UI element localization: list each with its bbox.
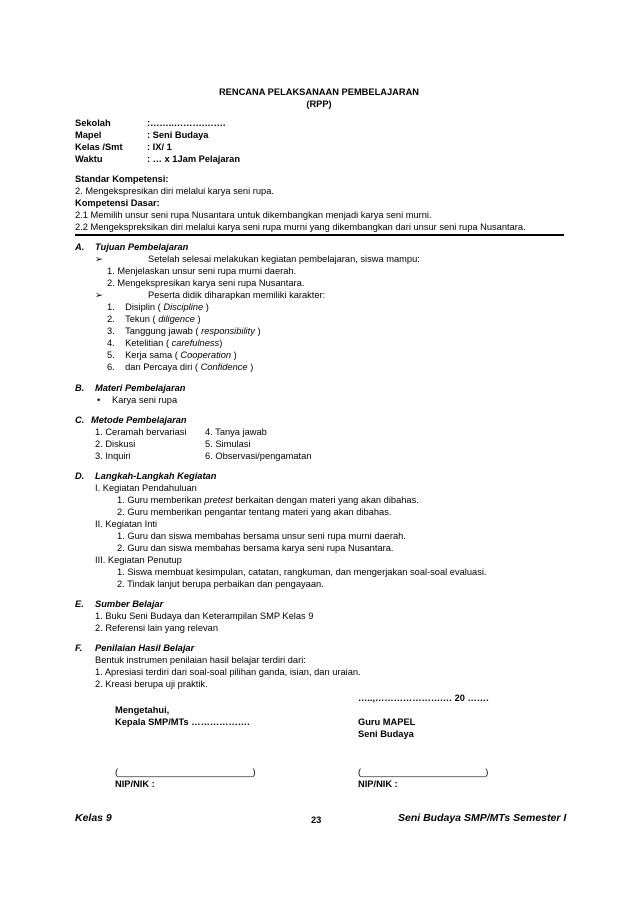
- section-e-letter: E.: [75, 599, 84, 609]
- footer-right: Seni Budaya SMP/MTs Semester I: [398, 812, 567, 824]
- info-value-waktu: : … x 1Jam Pelajaran: [147, 154, 241, 164]
- page-number: 23: [311, 815, 322, 825]
- info-label-kelas: Kelas /Smt: [75, 142, 123, 152]
- metode-item: 2. Diskusi: [95, 439, 136, 449]
- section-f-letter: F.: [75, 643, 83, 653]
- section-d-heading: Langkah-Langkah Kegiatan: [95, 471, 217, 481]
- karakter-item: 5. Kerja sama ( Cooperation ): [107, 350, 237, 360]
- karakter-item: 1. Disiplin ( Discipline ): [107, 302, 209, 312]
- kegiatan-stage: I. Kegiatan Pendahuluan: [95, 483, 197, 493]
- karakter-item: 2. Tekun ( diligence ): [107, 314, 201, 324]
- signature-mengetahui: Mengetahui,: [115, 705, 170, 715]
- standar-heading: Standar Kompetensi:: [75, 174, 169, 184]
- karakter-item: 3. Tanggung jawab ( responsibility ): [107, 326, 261, 336]
- section-a-list1-item: 2. Mengekspresikan karya seni rupa Nusantara.: [107, 278, 305, 288]
- penilaian-intro: Bentuk instrumen penilaian hasil belajar terdiri dari:: [95, 655, 306, 665]
- section-d-letter: D.: [75, 471, 85, 481]
- karakter-item: 4. Ketelitian ( carefulness): [107, 338, 223, 348]
- arrow-bullet-icon: ➢: [95, 290, 103, 300]
- kegiatan-step: 1. Guru memberikan pretest berkaitan dengan materi yang akan dibahas.: [117, 495, 419, 505]
- metode-item: 5. Simulasi: [205, 439, 251, 449]
- section-a-bullet-1: Setelah selesai melakukan kegiatan pembelajaran, siswa mampu:: [148, 254, 420, 264]
- document-title: RENCANA PELAKSANAAN PEMBELAJARAN: [218, 87, 420, 97]
- nip-right: NIP/NIK :: [358, 779, 398, 789]
- section-c-heading: Metode Pembelajaran: [91, 415, 187, 425]
- kegiatan-step: 1. Siswa membuat kesimpulan, catatan, rangkuman, dan mengerjakan soal-soal evaluasi.: [117, 567, 487, 577]
- footer-left: Kelas 9: [75, 812, 112, 824]
- metode-item: 3. Inquiri: [95, 451, 131, 461]
- section-b-heading: Materi Pembelajaran: [95, 383, 186, 393]
- kompetensi-heading: Kompetensi Dasar:: [75, 198, 160, 208]
- section-c-letter: C.: [75, 415, 85, 425]
- kegiatan-stage: II. Kegiatan Inti: [95, 519, 158, 529]
- kegiatan-step: 2. Guru dan siswa membahas bersama karya seni rupa Nusantara.: [117, 543, 394, 553]
- bullet-dot-icon: •: [97, 395, 101, 405]
- section-b-item: Karya seni rupa: [112, 395, 178, 405]
- sumber-item: 1. Buku Seni Budaya dan Keterampilan SMP Kelas 9: [95, 611, 314, 621]
- karakter-item: 6. dan Percaya diri ( Confidence ): [107, 362, 254, 372]
- section-a-bullet-2: Peserta didik diharapkan memiliki karakter:: [148, 290, 326, 300]
- info-value-kelas: : IX/ 1: [147, 142, 172, 152]
- signature-line-right: (________________________): [358, 767, 489, 777]
- signature-guru: Guru MAPEL: [358, 717, 416, 727]
- section-a-list1-item: 1. Menjelaskan unsur seni rupa murni daerah.: [107, 266, 297, 276]
- signature-guru-subject: Seni Budaya: [358, 729, 414, 739]
- arrow-bullet-icon: ➢: [95, 254, 103, 264]
- sumber-item: 2. Referensi lain yang relevan: [95, 623, 218, 633]
- section-a-letter: A.: [75, 242, 85, 252]
- signature-kepala: Kepala SMP/MTs ……………….: [115, 717, 250, 727]
- kegiatan-stage: III. Kegiatan Penutup: [95, 555, 182, 565]
- info-label-mapel: Mapel: [75, 130, 102, 140]
- info-label-sekolah: Sekolah: [75, 118, 111, 128]
- signature-line-left: (__________________________): [115, 767, 256, 777]
- metode-item: 4. Tanya jawab: [205, 427, 267, 437]
- metode-item: 6. Observasi/pengamatan: [205, 451, 312, 461]
- info-value-sekolah: :……..……….…….: [147, 118, 226, 128]
- document-subtitle: (RPP): [306, 99, 332, 109]
- kegiatan-step: 2. Tindak lanjut berupa perbaikan dan pengayaan.: [117, 579, 324, 589]
- kompetensi-item-1: 2.1 Memilih unsur seni rupa Nusantara untuk dikembangkan menjadi karya seni murni.: [75, 210, 432, 220]
- penilaian-item: 1. Apresiasi terdiri dari soal-soal pilihan ganda, isian, dan uraian.: [95, 667, 361, 677]
- standar-text: 2. Mengekspresikan diri melalui karya seni rupa.: [75, 186, 274, 196]
- header-divider: [75, 234, 564, 236]
- kegiatan-step: 2. Guru memberikan pengantar tentang materi yang akan dibahas.: [117, 507, 392, 517]
- nip-left: NIP/NIK :: [115, 779, 155, 789]
- kompetensi-item-2: 2.2 Mengekspreksikan diri melalui karya seni rupa murni yang dikembangkan dari unsur seni rupa Nusantara.: [75, 222, 526, 232]
- section-a-heading: Tujuan Pembelajaran: [95, 242, 189, 252]
- signature-date: …..,………………….… 20 …….: [358, 693, 489, 703]
- info-label-waktu: Waktu: [75, 154, 103, 164]
- metode-item: 1. Ceramah bervariasi: [95, 427, 187, 437]
- kegiatan-step: 1. Guru dan siswa membahas bersama unsur seni rupa murni daerah.: [117, 531, 406, 541]
- section-e-heading: Sumber Belajar: [95, 599, 164, 609]
- section-b-letter: B.: [75, 383, 85, 393]
- section-f-heading: Penilaian Hasil Belajar: [95, 643, 195, 653]
- info-value-mapel: : Seni Budaya: [147, 130, 209, 140]
- penilaian-item: 2. Kreasi berupa uji praktik.: [95, 679, 208, 689]
